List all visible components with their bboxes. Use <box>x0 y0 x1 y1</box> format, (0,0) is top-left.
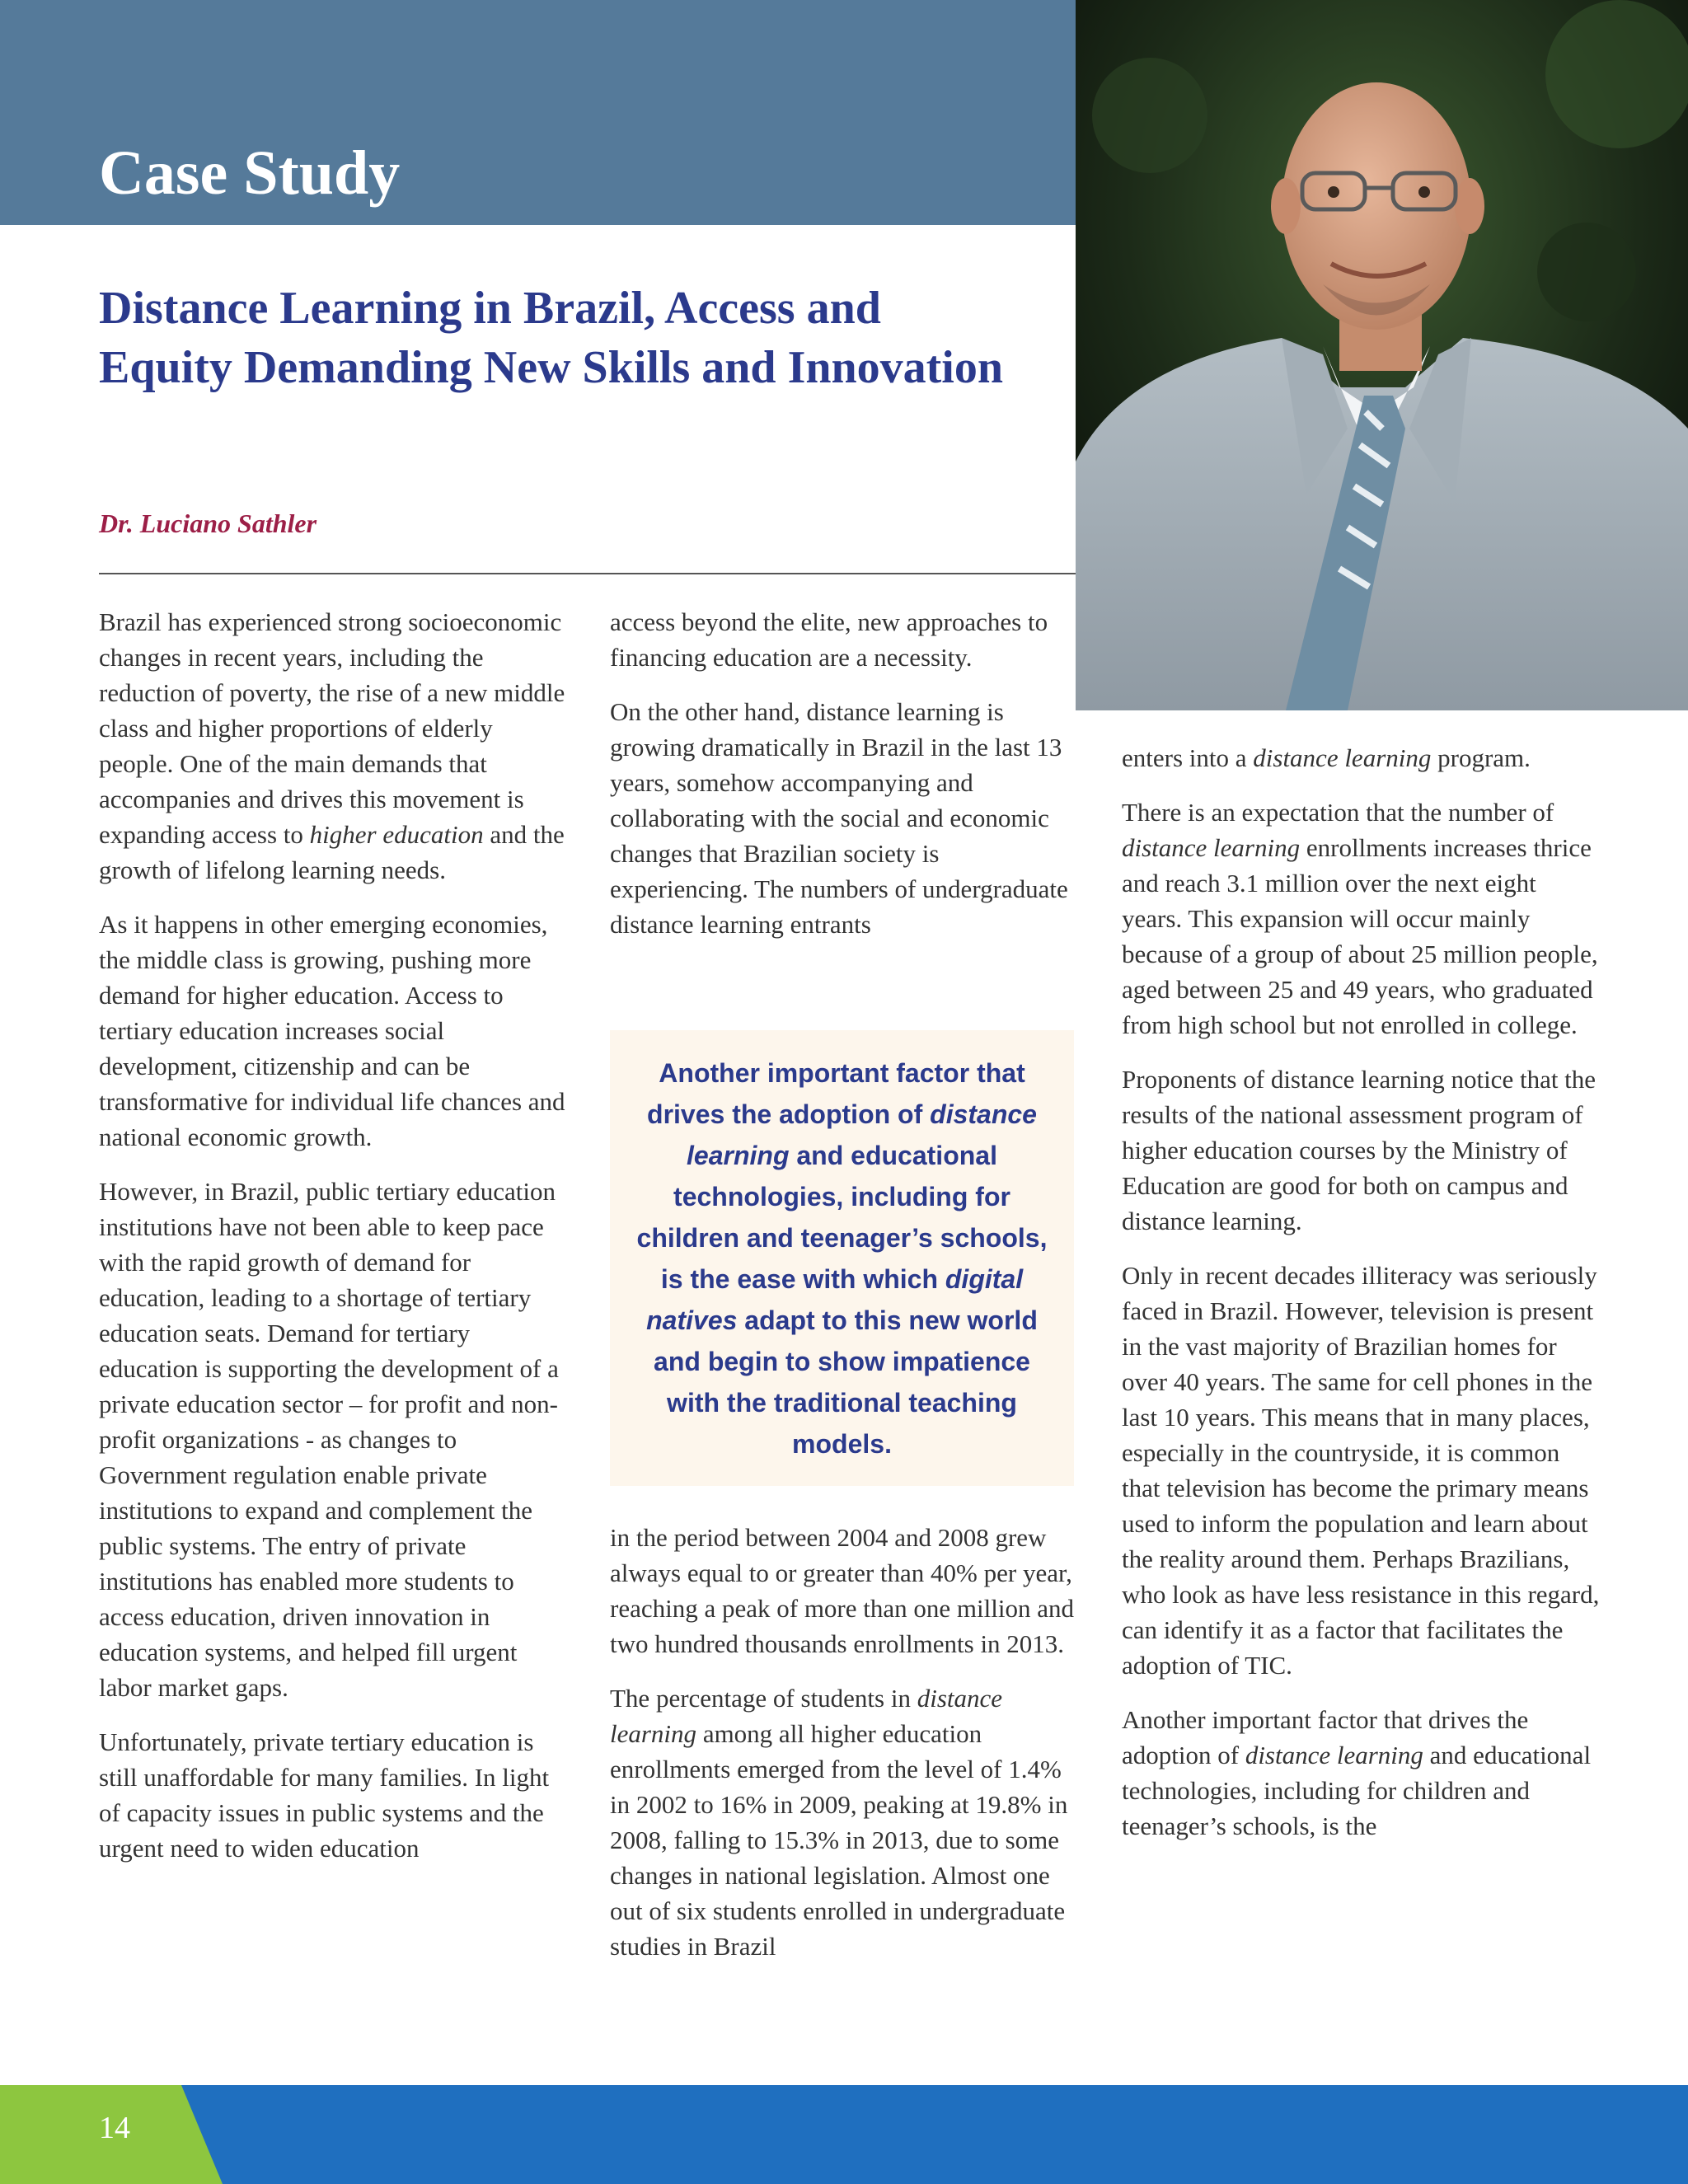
title-divider <box>99 573 1076 574</box>
paragraph: enters into a distance learning program. <box>1122 743 1531 772</box>
section-label: Case Study <box>99 138 401 208</box>
footer-band <box>0 2085 1688 2184</box>
paragraph: Proponents of distance learning notice that the results of the national assessment program of higher education courses by the Ministry of Education are good for both on campus and distance learning. <box>1122 1065 1597 1235</box>
author-photo <box>1076 0 1688 710</box>
paragraph: As it happens in other emerging economies, the middle class is growing, pushing more demand for higher education. Access to tertiary education increases social development, citizenship and can be transformative for individual life chances and national economic growth. <box>99 910 565 1151</box>
paragraph: Unfortunately, private tertiary education is still unaffordable for many families. In light of capacity issues in public systems and the urgent need to widen education <box>99 1727 550 1863</box>
paragraph: On the other hand, distance learning is growing dramatically in Brazil in the last 13 years, somehow accompanying and collaborating with the social and economic changes that Brazilian society is experiencing. The numbers of undergraduate distance learning entrants <box>610 697 1068 939</box>
paragraph: There is an expectation that the number of distance learning enrollments increases thrice and reach 3.1 million over the next eight years. This expansion will occur mainly because of a group of about 25 million people, aged between 25 and 49 years, who graduated from high school but not enrolled in college. <box>1122 798 1598 1039</box>
paragraph: The percentage of students in distance learning among all higher education enrollments emerged from the level of 1.4% in 2002 to 16% in 2009, peaking at 19.8% in 2008, falling to 15.3% in 2013, due to some changes in national legislation. Almost one out of six students enrolled in undergraduate studies in Brazil <box>610 1684 1068 1961</box>
paragraph: access beyond the elite, new approaches to financing education are a necessity. <box>610 607 1048 672</box>
paragraph: Brazil has experienced strong socioeconomic changes in recent years, including the reduction of poverty, the rise of a new middle class and higher proportions of elderly people. One of the main demands that accompanies and drives this movement is expanding access to higher education and the growth of lifelong learning needs. <box>99 607 565 884</box>
paragraph: However, in Brazil, public tertiary education institutions have not been able to keep pace with the rapid growth of demand for education, leading to a shortage of tertiary education seats. Demand for tertiary education is supporting the development of a private education sector – for profit and non-profit organizations - as changes to Government regulation enable private institutions to expand and complement the public systems. The entry of private institutions has enabled more students to access education, driven innovation in education systems, and helped fill urgent labor market gaps. <box>99 1177 559 1702</box>
pull-quote: Another important factor that drives the adoption of distance learning and educational technologies, including for children and teenager’s schools, is the ease with which digital natives adapt to this new world and begin to show impatience with the traditional teaching models. <box>610 1030 1074 1486</box>
paragraph: Only in recent decades illiteracy was seriously faced in Brazil. However, television is present in the vast majority of Brazilian homes for over 40 years. The same for cell phones in the last 10 years. This means that in many places, especially in the countryside, it is common that television has become the primary means used to inform the population and learn about the reality around them. Perhaps Brazilians, who look as have less resistance in this regard, can identify it as a factor that facilitates the adoption of TIC. <box>1122 1261 1600 1680</box>
article-title: Distance Learning in Brazil, Access and Equity Demanding New Skills and Innovation <box>99 283 1004 393</box>
paragraph: Another important factor that drives the adoption of distance learning and educational technologies, including for children and teenager’s schools, is the <box>1122 1705 1592 1840</box>
column-3 <box>1122 740 1600 1863</box>
paragraph: in the period between 2004 and 2008 grew always equal to or greater than 40% per year, reaching a peak of more than one million and two hundred thousands enrollments in 2013. <box>610 1523 1074 1658</box>
page-number: 14 <box>99 2111 130 2145</box>
author-byline: Dr. Luciano Sathler <box>99 509 317 538</box>
column-1 <box>99 604 569 1885</box>
author-portrait-icon <box>1076 0 1688 710</box>
column-2-top <box>610 604 1080 961</box>
column-2-bottom <box>610 1520 1080 1983</box>
